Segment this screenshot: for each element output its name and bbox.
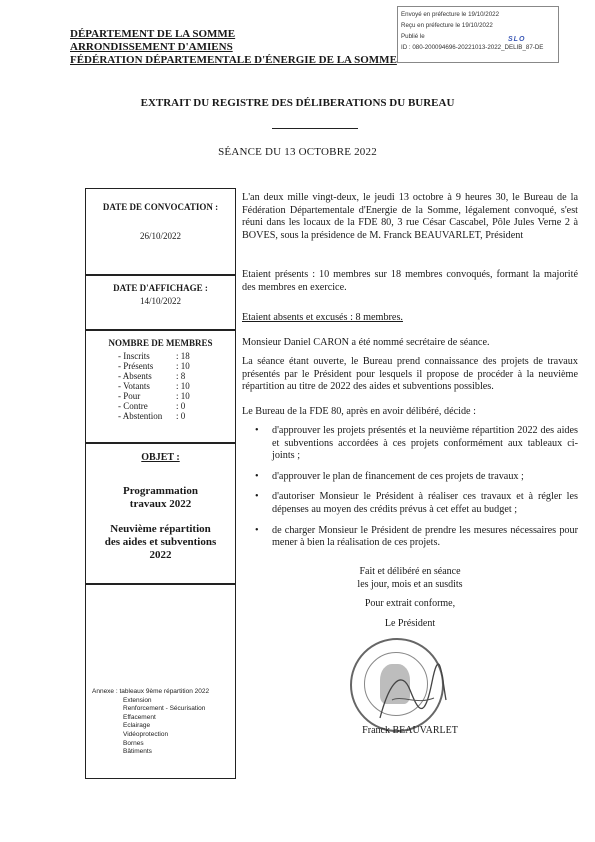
annexe-item: Vidéoprotection [123,730,169,738]
objet-line: Neuvième répartition [110,523,211,535]
decision-list [242,425,578,550]
annexe-item: Bornes [123,739,144,747]
member-count: : 10 [176,391,190,401]
affichage-date: 14/10/2022 [139,296,181,306]
signature-line: Pour extrait conforme, [364,598,456,609]
member-count: : 18 [176,351,190,361]
decision-item: • de charger Monsieur le Président de prendre les mesures nécessaires pour mener à bien la réalisation de ces projets. [242,525,578,550]
affichage-label: DATE D'AFFICHAGE : [113,283,208,293]
member-label: - Contre [118,401,148,411]
annexe-item: Eclairage [123,722,151,730]
member-row [86,361,235,371]
body-paragraph-presents: Etaient présents : 10 membres sur 18 membres convoqués, formant la majorité des membres en exercice. [242,269,578,293]
member-count: : 10 [176,381,190,391]
annexe-title: Annexe : tableaux 9ème répartition 2022 [92,688,210,695]
member-row [86,381,235,391]
body-paragraph-seance: La séance étant ouverte, le Bureau prend connaissance des projets de travaux présentés par le Président pour lesquels il propose de procéder à la neuvième répartition au titre de 2022 des aides et subventions possibles. [242,356,578,393]
member-row [86,401,235,411]
annexe-box [85,583,236,779]
annexe-item: Renforcement - Sécurisation [123,705,206,713]
member-count: : 10 [176,361,190,371]
decision-item: • d'approuver le plan de financement de ces projets de travaux ; [242,471,578,484]
document-title: EXTRAIT DU REGISTRE DES DÉLIBERATIONS DU BUREAU [140,97,455,109]
convocation-label: DATE DE CONVOCATION : [102,202,219,212]
body-paragraph-decide: Le Bureau de la FDE 80, après en avoir délibéré, décide : [242,406,476,417]
member-label: - Pour [118,391,141,401]
member-label: - Inscrits [118,351,150,361]
prefecture-stamp [397,6,559,63]
header-federation: FÉDÉRATION DÉPARTEMENTALE D'ÉNERGIE DE LA SOMME [70,54,397,66]
member-label: - Votants [118,381,150,391]
members-title: NOMBRE DE MEMBRES [108,338,213,348]
objet-line: Programmation [123,485,198,497]
objet-label: OBJET : [141,452,180,463]
body-paragraph-intro: L'an deux mille vingt-deux, le jeudi 13 octobre à 9 heures 30, le Bureau de la Fédération Départementale d'Energie de la Somme, légalement convoqué, s'est réuni dans les locaux de la FDE 80, 3 rue César Cascabel, Pôle Jules Verne 2 à BOVES, sous la présidence de M. Franck BEAUVARLET, Président [242,192,578,241]
signature-line: Le Président [384,618,436,629]
header-arrondissement: ARRONDISSEMENT D'AMIENS [70,41,233,53]
header-departement: DÉPARTEMENT DE LA SOMME [70,28,236,40]
stamp-publie: Publié le [401,33,425,40]
signature-line: Fait et délibéré en séance [359,566,461,577]
convocation-box [85,188,236,276]
member-label: - Abstention [118,411,163,421]
decision-item: • d'autoriser Monsieur le Président à réaliser ces travaux et à régler les dépenses au moyen des crédits prévus à cet effet au budget ; [242,491,578,516]
member-count: : 0 [176,411,186,421]
member-label: - Présents [118,361,154,371]
objet-line: des aides et subventions [104,536,217,548]
member-row [86,411,235,421]
affichage-box [85,274,236,331]
president-name: Franck BEAUVARLET [362,725,458,736]
objet-box [85,442,236,585]
seance-date: SÉANCE DU 13 OCTOBRE 2022 [218,146,377,158]
decision-item: • d'approuver les projets présentés et la neuvième répartition 2022 des aides et subventions accordées à ces projets conformément aux tableaux ci-joints ; [242,425,578,463]
signature-line: les jour, mois et an susdits [357,579,463,590]
title-divider [272,128,358,129]
annexe-item: Bâtiments [123,748,152,756]
stamp-envoye: Envoyé en préfecture le 19/10/2022 [401,11,500,18]
member-label: - Absents [118,371,152,381]
member-count: : 8 [176,371,186,381]
body-paragraph-absents: Etaient absents et excusés : 8 membres. [242,312,403,323]
slo-logo: SLO [508,36,526,43]
members-box [85,329,236,444]
annexe-item: Extension [123,696,152,704]
body-paragraph-secretaire: Monsieur Daniel CARON a été nommé secrétaire de séance. [242,337,490,348]
objet-line: 2022 [149,549,172,561]
member-row [86,351,235,361]
objet-line: travaux 2022 [129,498,192,510]
members-list [86,351,235,421]
stamp-recu: Reçu en préfecture le 19/10/2022 [401,22,493,29]
stamp-id: ID : 080-200094696-20221013-2022_DELIB_87-DE [401,44,544,51]
member-count: : 0 [176,401,186,411]
annexe-item: Effacement [123,713,156,721]
member-row [86,391,235,401]
convocation-date: 26/10/2022 [139,231,181,241]
member-row [86,371,235,381]
